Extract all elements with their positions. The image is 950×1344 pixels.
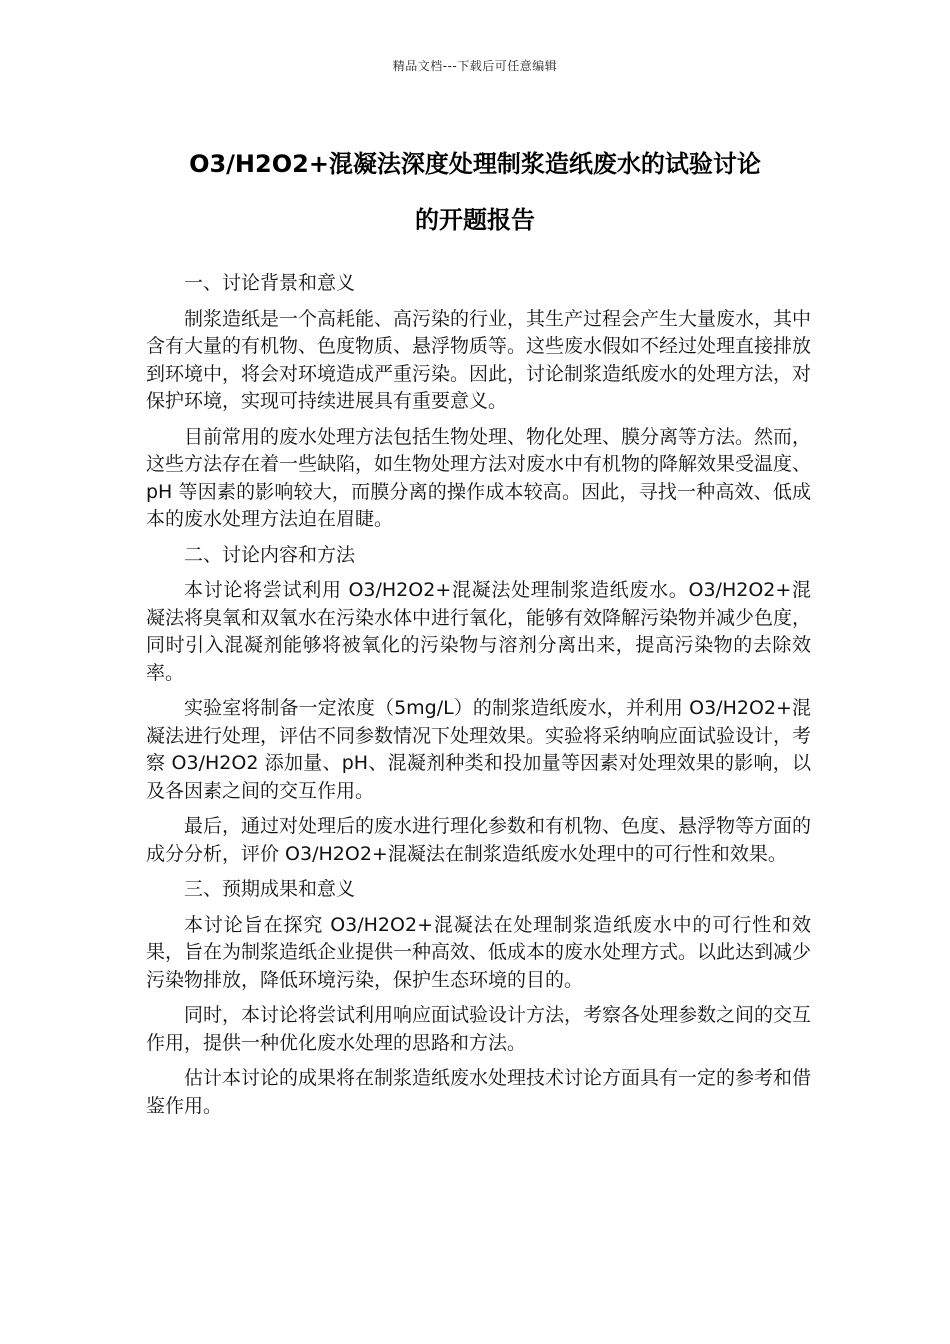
paragraph: 估计本讨论的成果将在制浆造纸废水处理技术讨论方面具有一定的参考和借鉴作用。 (146, 1067, 812, 1117)
paragraph: 同时，本讨论将尝试利用响应面试验设计方法，考察各处理参数之间的交互作用，提供一种优化废水处理的思路和方法。 (146, 1004, 812, 1054)
title-line-2: 的开题报告 (415, 206, 535, 234)
section-heading-content-method: 二、讨论内容和方法 (184, 543, 356, 566)
paragraph: 实验室将制备一定浓度（5mg/L）的制浆造纸废水，并利用 O3/H2O2+混凝法进行处理，评估不同参数情况下处理效果。实验将采纳响应面试验设计，考察 O3/H2O2 添加量、pH、混凝剂种类和投加量等因素对处理效果的影响，以及各因素之间的交互作用。 (146, 697, 812, 802)
section-heading-background: 一、讨论背景和意义 (184, 272, 356, 294)
document-body (146, 270, 811, 1128)
paragraph: 本讨论旨在探究 O3/H2O2+混凝法在处理制浆造纸废水中的可行性和效果，旨在为制浆造纸企业提供一种高效、低成本的废水处理方式。以此达到减少污染物排放，降低环境污染，保护生态环境的目的。 (146, 913, 812, 991)
document-title (120, 136, 830, 248)
paragraph: 最后，通过对处理后的废水进行理化参数和有机物、色度、悬浮物等方面的成分分析，评价 O3/H2O2+混凝法在制浆造纸废水处理中的可行性和效果。 (146, 815, 812, 865)
header-note: 精品文档---下载后可任意编辑 (392, 59, 558, 73)
paragraph: 目前常用的废水处理方法包括生物处理、物化处理、膜分离等方法。然而，这些方法存在着一些缺陷，如生物处理方法对废水中有机物的降解效果受温度、pH 等因素的影响较大，而膜分离的操作成本较高。因此，寻找一种高效、低成本的废水处理方法迫在眉睫。 (146, 425, 812, 530)
title-line-1: O3/H2O2+混凝法深度处理制浆造纸废水的试验讨论 (189, 150, 761, 178)
paragraph: 本讨论将尝试利用 O3/H2O2+混凝法处理制浆造纸废水。O3/H2O2+混凝法将臭氧和双氧水在污染水体中进行氧化，能够有效降解污染物并减少色度，同时引入混凝剂能够将被氧化的污染物与溶剂分离出来，提高污染物的去除效率。 (146, 579, 812, 684)
paragraph: 制浆造纸是一个高耗能、高污染的行业，其生产过程会产生大量废水，其中含有大量的有机物、色度物质、悬浮物质等。这些废水假如不经过处理直接排放到环境中，将会对环境造成严重污染。因此，讨论制浆造纸废水的处理方法，对保护环境，实现可持续进展具有重要意义。 (146, 307, 812, 412)
section-heading-expected-results: 三、预期成果和意义 (184, 878, 356, 900)
